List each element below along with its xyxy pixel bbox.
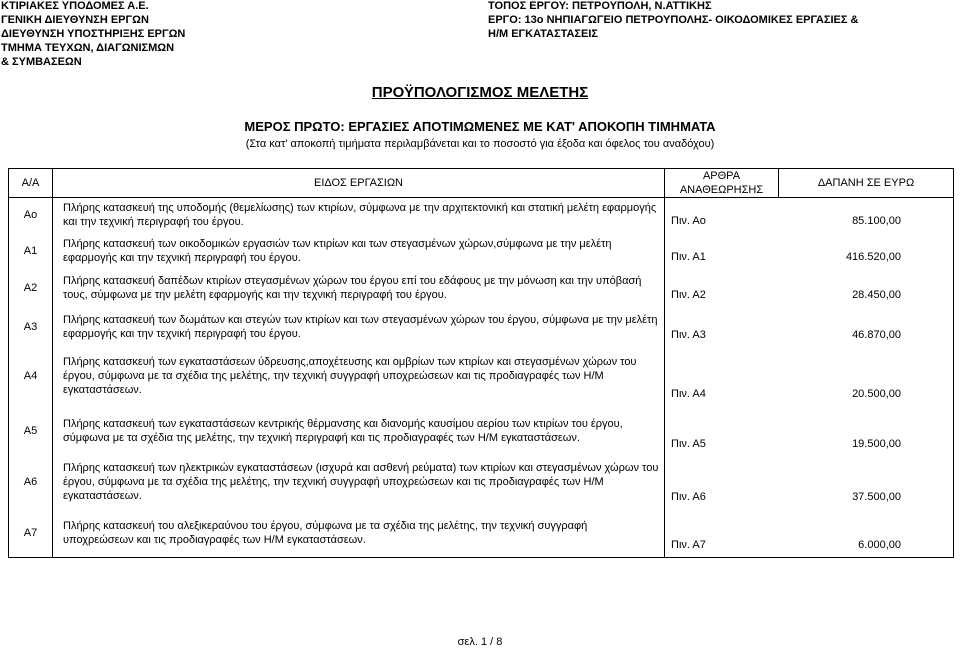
row-cost: 20.500,00 [779,347,954,406]
header-work-type: ΕΙΔΟΣ ΕΡΓΑΣΙΩΝ [53,169,665,198]
table-header-row [9,169,954,198]
row-cost: 85.100,00 [779,198,954,233]
table-row [9,456,954,509]
row-cost: 37.500,00 [779,456,954,509]
row-cost: 46.870,00 [779,307,954,347]
table-row [9,307,954,347]
project-location: ΤΟΠΟΣ ΕΡΓΟΥ: ΠΕΤΡΟΥΠΟΛΗ, Ν.ΑΤΤΙΚΗΣ [488,0,712,12]
row-description: Πλήρης κατασκευή της υποδομής (θεμελίωσης) των κτιρίων, σύμφωνα με την αρχιτεκτονική και στατική μελέτη εφαρμογής και την τεχνική περιγραφή του έργου. [53,198,665,233]
project-block [488,0,858,41]
row-article: Πιν. Α3 [665,307,779,347]
budget-table [8,168,954,558]
page-number: σελ. 1 / 8 [457,636,503,648]
table-row [9,233,954,269]
section-title: ΜΕΡΟΣ ΠΡΩΤΟ: ΕΡΓΑΣΙΕΣ ΑΠΟΤΙΜΩΜΕΝΕΣ ΜΕ ΚΑΤ' ΑΠΟΚΟΠΗ ΤΙΜΗΜΑΤΑ [244,119,716,134]
row-article: Πιν. Α1 [665,233,779,269]
section-note: (Στα κατ' αποκοπή τιμήματα περιλαμβάνεται και το ποσοστό για έξοδα και όφελος του αναδόχου) [245,138,715,150]
row-id: Αο [9,198,53,233]
row-article: Πιν. Α6 [665,456,779,509]
row-description: Πλήρης κατασκευή των εγκαταστάσεων κεντρικής θέρμανσης και διανομής καυσίμου αερίου των κτιρίων του έργου, σύμφωνα με τα σχέδια της μελέτης, την τεχνική περιγραφή και τις προδιαγραφές των Η/Μ εγκαταστάσεων. [53,406,665,456]
row-description: Πλήρης κατασκευή των οικοδομικών εργασιών των κτιρίων και των στεγασμένων χώρων,σύμφωνα με την μελέτη εφαρμογής και την τεχνική περιγραφή του έργου. [53,233,665,269]
row-article: Πιν. Α7 [665,509,779,558]
table-row [9,198,954,233]
document-title: ΠΡΟΫΠΟΛΟΓΙΣΜΟΣ ΜΕΛΕΤΗΣ [371,84,589,101]
row-id: Α1 [9,233,53,269]
row-cost: 6.000,00 [779,509,954,558]
issuer-line: ΤΜΗΜΑ ΤΕΥΧΩΝ, ΔΙΑΓΩΝΙΣΜΩΝ [1,42,175,54]
issuer-line: & ΣΥΜΒΑΣΕΩΝ [1,56,82,68]
row-id: Α2 [9,269,53,307]
row-article: Πιν. Α4 [665,347,779,406]
row-cost: 416.520,00 [779,233,954,269]
issuer-block [1,0,185,69]
issuer-line: ΔΙΕΥΘΥΝΣΗ ΥΠΟΣΤΗΡΙΞΗΣ ΕΡΓΩΝ [1,28,186,40]
table-row [9,406,954,456]
row-cost: 19.500,00 [779,406,954,456]
issuer-line: ΚΤΙΡΙΑΚΕΣ ΥΠΟΔΟΜΕΣ Α.Ε. [1,0,149,12]
row-id: Α6 [9,456,53,509]
header-revision-articles: ΑΡΘΡΑ ΑΝΑΘΕΩΡΗΣΗΣ [665,169,779,198]
table-row [9,347,954,406]
header-aa: Α/Α [9,169,53,198]
row-id: Α3 [9,307,53,347]
table-row [9,509,954,558]
row-id: Α4 [9,347,53,406]
table-row [9,269,954,307]
project-name-cont: Η/Μ ΕΓΚΑΤΑΣΤΑΣΕΙΣ [488,28,599,40]
row-id: Α5 [9,406,53,456]
row-cost: 28.450,00 [779,269,954,307]
row-description: Πλήρης κατασκευή των ηλεκτρικών εγκαταστάσεων (ισχυρά και ασθενή ρεύματα) των κτιρίων και στεγασμένων χώρων του έργου, σύμφωνα με τα σχέδια της μελέτης, την τεχνική συγγραφή υποχρεώσεων και τις προδιαγραφές των Η/Μ εγκαταστάσεων. [53,456,665,509]
row-description: Πλήρης κατασκευή του αλεξικεραύνου του έργου, σύμφωνα με τα σχέδια της μελέτης, την τεχνική συγγραφή υποχρεώσεων και τις προδιαγραφές των Η/Μ εγκαταστάσεων. [53,509,665,558]
row-description: Πλήρης κατασκευή των δωμάτων και στεγών των κτιρίων και των στεγασμένων χώρων του έργου, σύμφωνα με την μελέτη εφαρμογής και την τεχνική περιγραφή του έργου. [53,307,665,347]
issuer-line: ΓΕΝΙΚΗ ΔΙΕΥΘΥΝΣΗ ΕΡΓΩΝ [1,14,149,26]
row-id: Α7 [9,509,53,558]
project-name: ΕΡΓΟ: 13ο ΝΗΠΙΑΓΩΓΕΙΟ ΠΕΤΡΟΥΠΟΛΗΣ- ΟΙΚΟΔΟΜΙΚΕΣ ΕΡΓΑΣΙΕΣ & [488,14,859,26]
row-article: Πιν. Α2 [665,269,779,307]
row-article: Πιν. Αο [665,198,779,233]
row-description: Πλήρης κατασκευή των εγκαταστάσεων ύδρευσης,αποχέτευσης και ομβρίων των κτιρίων και στεγασμένων χώρων του έργου, σύμφωνα με τα σχέδια της μελέτης, την τεχνική συγγραφή υποχρεώσεων και τις προδιαγραφές των Η/Μ εγκαταστάσεων. [53,347,665,406]
row-description: Πλήρης κατασκευή δαπέδων κτιρίων στεγασμένων χώρων του έργου επί του εδάφους με την μόνωση και την υπόβασή τους, σύμφωνα με την μελέτη εφαρμογής και την τεχνική περιγραφή του έργου. [53,269,665,307]
row-article: Πιν. Α5 [665,406,779,456]
header-cost: ΔΑΠΑΝΗ ΣΕ ΕΥΡΩ [779,169,954,198]
